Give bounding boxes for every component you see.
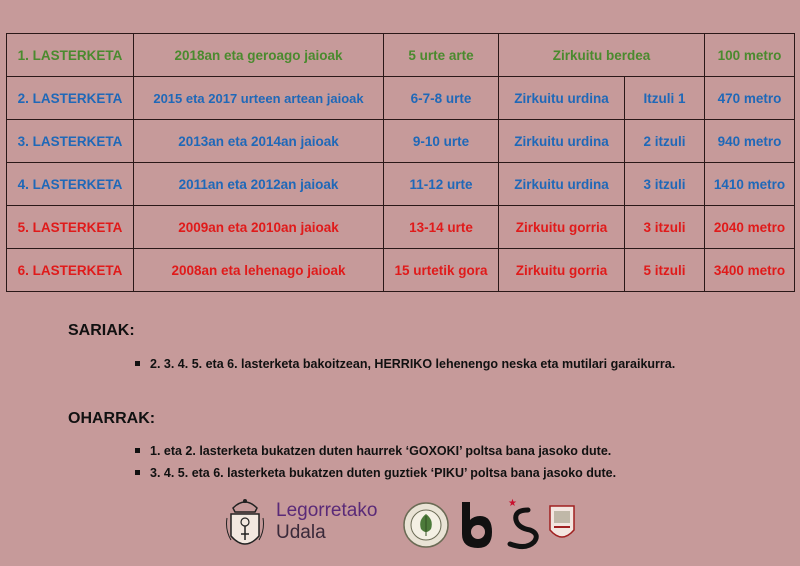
race-circuit: Zirkuitu urdina	[499, 120, 625, 163]
race-laps: 5 itzuli	[625, 249, 705, 292]
race-name: 3. LASTERKETA	[7, 120, 134, 163]
oharrak-list	[135, 440, 616, 484]
race-circuit: Zirkuitu urdina	[499, 163, 625, 206]
coat-of-arms-icon	[225, 494, 265, 554]
race-row-4	[7, 163, 795, 206]
svg-text:★: ★	[508, 498, 517, 509]
sariak-title: SARIAK:	[68, 322, 135, 339]
race-laps: Itzuli 1	[625, 77, 705, 120]
race-age: 13-14 urte	[384, 206, 499, 249]
race-row-2	[7, 77, 795, 120]
udala-line-2: Udala	[276, 522, 326, 543]
race-name: 4. LASTERKETA	[7, 163, 134, 206]
race-distance: 940 metro	[705, 120, 795, 163]
race-years: 2009an eta 2010an jaioak	[134, 206, 384, 249]
list-item: 1. eta 2. lasterketa bukatzen duten haurrek ‘GOXOKI’ poltsa bana jasoko dute.	[135, 440, 616, 462]
race-age: 9-10 urte	[384, 120, 499, 163]
race-age: 6-7-8 urte	[384, 77, 499, 120]
race-row-5	[7, 206, 795, 249]
shield-logo-icon	[548, 504, 576, 544]
list-item: 3. 4. 5. eta 6. lasterketa bukatzen duten guztiek ‘PIKU’ poltsa bana jasoko dute.	[135, 462, 616, 484]
race-name: 2. LASTERKETA	[7, 77, 134, 120]
race-row-3	[7, 120, 795, 163]
club-seal-icon	[403, 502, 449, 548]
s-logo-icon	[504, 498, 544, 552]
race-circuit: Zirkuitu berdea	[499, 34, 705, 77]
race-row-6	[7, 249, 795, 292]
race-distance: 2040 metro	[705, 206, 795, 249]
race-years: 2013an eta 2014an jaioak	[134, 120, 384, 163]
race-years: 2008an eta lehenago jaioak	[134, 249, 384, 292]
race-distance: 470 metro	[705, 77, 795, 120]
udala-line-1: Legorretako	[276, 500, 378, 521]
race-distance: 100 metro	[705, 34, 795, 77]
race-age: 11-12 urte	[384, 163, 499, 206]
race-distance: 3400 metro	[705, 249, 795, 292]
race-years: 2015 eta 2017 urteen artean jaioak	[134, 77, 384, 120]
race-age: 5 urte arte	[384, 34, 499, 77]
race-age: 15 urtetik gora	[384, 249, 499, 292]
races-table	[6, 33, 795, 292]
sariak-list	[135, 353, 675, 375]
race-name: 5. LASTERKETA	[7, 206, 134, 249]
race-distance: 1410 metro	[705, 163, 795, 206]
race-circuit: Zirkuitu urdina	[499, 77, 625, 120]
race-name: 6. LASTERKETA	[7, 249, 134, 292]
race-years: 2018an eta geroago jaioak	[134, 34, 384, 77]
race-name: 1. LASTERKETA	[7, 34, 134, 77]
race-laps: 2 itzuli	[625, 120, 705, 163]
oharrak-title: OHARRAK:	[68, 410, 156, 427]
race-years: 2011an eta 2012an jaioak	[134, 163, 384, 206]
race-circuit: Zirkuitu gorria	[499, 206, 625, 249]
sponsor-logos	[0, 490, 800, 560]
race-circuit: Zirkuitu gorria	[499, 249, 625, 292]
race-laps: 3 itzuli	[625, 206, 705, 249]
udala-wordmark	[276, 500, 377, 544]
race-row-1	[7, 34, 795, 77]
race-laps: 3 itzuli	[625, 163, 705, 206]
b-logo-icon	[458, 498, 494, 552]
list-item: 2. 3. 4. 5. eta 6. lasterketa bakoitzean, HERRIKO lehenengo neska eta mutilari garaikurra.	[135, 353, 675, 375]
